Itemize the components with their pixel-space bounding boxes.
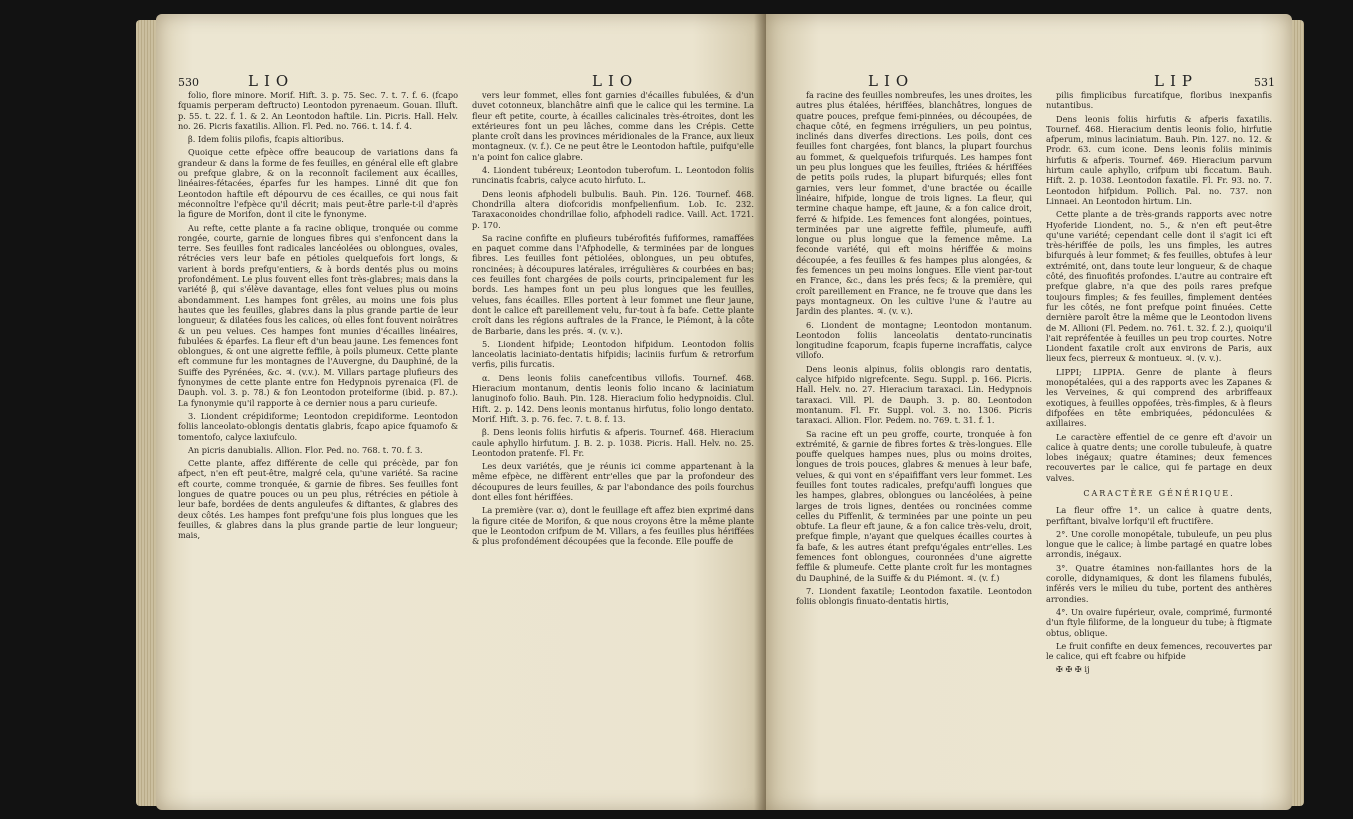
paragraph: Cette plante a de très-grands rapports avec notre Hyoferide Liondent, no. 5., & n'en eft peut-être qu'une variété; cependant celle dont il s'agit ici eft très-hériffée de poils, les uns fimples, les autres bifurqués à leur fommet; & fes feuilles, obtufes à leur extrémité, ont, dans toute leur longueur, & de chaque côté, des finuofités profondes. L'autre au contraire eft prefque glabre, n'a que des poils rares prefque toujours fimples; & fes feuilles, fimplement dentées fur les côtés, ne font prefque point finuées. Cette dernière paroît être la même que le Leontodon livens de M. Allioni (Fl. Pedem. no. 761. t. 32. f. 2.), quoiqu'il l'ait repréfentée à feuilles un peu trop courtes. Notre Liondent faxatile croît aux environs de Paris, aux lieux fecs, pierreux & montueux. ♃. (v. v.). <box>1046 209 1272 364</box>
paragraph: Quoique cette efpèce offre beaucoup de variations dans fa grandeur & dans la forme de fes feuilles, en général elle eft glabre ou prefque glabre, & on la reconnoît facilement aux écailles, linéaires-fétacées, éparfes fur les hampes. Linné dit que fon Leontodon haftile eft dépourvu de ces écailles, ce qui nous fait méconnoître l'efpèce qu'il décrit; mais peut-être parle-t-il d'après la figure de Morifon, dont il cite le fynonyme. <box>178 147 458 220</box>
paragraph: 2°. Une corolle monopétale, tubuleufe, un peu plus longue que le calice; à limbe partagé en quatre lobes arrondis, inégaux. <box>1046 528 1272 560</box>
paragraph: ✠ ✠ ✠ ij <box>1056 664 1090 675</box>
paragraph: 4°. Un ovaire fupérieur, ovale, comprimé, furmonté d'un ftyle filiforme, de la longueur du tube; à ftigmate obtus, oblique. <box>1046 606 1272 638</box>
text-column <box>472 90 754 802</box>
paragraph: β. Dens leonis foliis hirfutis & afperis. Tournef. 468. Hieracium caule aphyllo hirfutum. J. B. 2. p. 1038. Picris. Hall. Helv. no. 25. Leontodon pratenfe. Fl. Fr. <box>472 427 754 458</box>
open-book <box>64 6 1292 814</box>
paragraph: pilis fimplicibus furcatifque, floribus inexpanfis nutantibus. <box>1046 90 1272 111</box>
paragraph: LIPPI; LIPPIA. Genre de plante à fleurs monopétalées, qui a des rapports avec les Zapanes & les Verveines, & qui comprend des arbriffeaux exotiques, à feuilles oppofées, très-fimples, & à fleurs difpofées en tête embriquées, pédonculées & axillaires. <box>1046 366 1272 429</box>
paragraph: folio, flore minore. Morif. Hift. 3. p. 75. Sec. 7. t. 7. f. 6. (fcapo fquamis perperam deftructo) Leontodon pyrenaeum. Gouan. Illuft. p. 55. t. 22. f. 1. & 2. An Leontodon haftile. Lin. Picris. Hall. Helv. no. 26. Picris faxatilis. Allion. Fl. Ped. no. 766. t. 14. f. 4. <box>178 90 458 131</box>
paragraph: α. Dens leonis foliis canefcentibus villofis. Tournef. 468. Hieracium montanum, dentis leonis folio incano & laciniatum lanuginofo folio. Bauh. Pin. 128. Hieracium folio hedypnoidis. Clul. Hift. 2. p. 142. Dens leonis montanus hirfutus, folio longo dentato. Morif. Hift. 3. p. 76. fec. 7. t. 8. f. 13. <box>472 372 754 424</box>
text-column <box>1046 90 1272 802</box>
page-number: 530 <box>178 76 199 89</box>
text-column <box>796 90 1032 802</box>
paragraph: fa racine des feuilles nombreufes, les unes droites, les autres plus étalées, hériffées, blanchâtres, longues de quatre pouces, prefque femi-pinnées, ou découpées, de chaque côté, en fegmens irréguliers, un peu pointus, inclinés dans diverfes directions. Les poils, dont ces feuilles font chargées, font blancs, la plupart fourchus au fommet, & quelquefois trifurqués. Les hampes font un peu plus longues que les feuilles, ftriées & hériffées de petits poils rudes, la plupart bifurqués; elles font garnies, vers leur fommet, d'une bractée ou écaille linéaire, hifpide, longue de trois lignes. La fleur, qui termine chaque hampe, eft jaune, & a fon calice droit, ferré & hifpide. Les femences font alongées, pointues, terminées par une aigrette feffile, plumeufe, auffi longue ou plus longue que la femence même. La feconde variété, qui eft moins hériffée & moins découpée, a fes feuilles & fes hampes plus alongées, & fes femences un peu moins longues. Elle vient par-tout en France, &c., dans les prés fecs; & la première, qui croît pareillement en France, ne fe trouve que dans les pays montagneux. On les cultive l'une & l'autre au Jardin des plantes. ♃. (v. v.). <box>796 90 1032 317</box>
paragraph: 3°. Quatre étamines non-faillantes hors de la corolle, didynamiques, & dont les filamens fubulés, inférés vers le milieu du tube, portent des anthères arrondies. <box>1046 562 1272 604</box>
paragraph: La fleur offre 1°. un calice à quatre dents, perfiftant, bivalve lorfqu'il eft fructifère. <box>1046 505 1272 526</box>
paragraph: Dens leonis afphodeli bulbulis. Bauh. Pin. 126. Tournef. 468. Chondrilla altera diofcoridis monfpelienfium. Lob. Ic. 232. Taraxaconoides chondrillae folio, afphodeli radice. Vaill. Act. 1721. p. 170. <box>472 188 754 230</box>
paragraph: Le caractère effentiel de ce genre eft d'avoir un calice à quatre dents; une corolle tubuleufe, à quatre lobes inégaux; quatre étamines; deux femences recouvertes par le calice, qui fe partage en deux valves. <box>1046 431 1272 483</box>
running-head: LIO <box>868 72 915 90</box>
text-column <box>178 90 458 802</box>
paragraph: Le fruit confifte en deux femences, recouvertes par le calice, qui eft fcabre ou hifpide <box>1046 640 1272 662</box>
paragraph: CARACTÈRE GÉNÉRIQUE. <box>1083 488 1235 498</box>
running-head: LIP <box>1154 72 1198 90</box>
paragraph: 4. Liondent tubéreux; Leontodon tuberofum. L. Leontodon foliis runcinatis fcabris, calyce acuto hirfuto. L. <box>472 165 754 186</box>
page-number: 531 <box>1254 76 1275 89</box>
right-page <box>766 14 1292 810</box>
paragraph: 5. Liondent hifpide; Leontodon hifpidum. Leontodon foliis lanceolatis laciniato-dentatis hifpidis; laciniis furfum & retrorfum verfis, pilis furcatis. <box>472 338 754 370</box>
paragraph: Sa racine confifte en plufieurs tubérofités fufiformes, ramaffées en paquet comme dans l'Afphodelle, & terminées par de longues fibres. Les feuilles font pétiolées, oblongues, un peu obtufes, roncinées; à découpures latérales, irrégulières & courbées en bas; ces feuilles font chargées de poils courts, principalement fur les bords. Les hampes font un peu plus longues que les feuilles, velues, fans écailles. Elles portent à leur fommet une fleur jaune, dont le calice eft pareillement velu, fur-tout à fa bafe. Cette plante croît dans les régions auftrales de la France, le Piémont, à la côte de Barbarie, dans les prés. ♃. (v. v.). <box>472 232 754 336</box>
running-head: LIO <box>248 72 295 90</box>
paragraph: vers leur fommet, elles font garnies d'écailles fubulées, & d'un duvet cotonneux, blanchâtre ainfi que le calice qui les termine. La fleur eft petite, courte, à écailles calicinales très-étroites, dont les extérieures font un peu lâches, comme dans les Crépis. Cette plante croît dans les provinces méridionales de la France, aux lieux montagneux. (v. f.). Ce ne peut être le Leontodon haftile, puifqu'elle n'a point fon calice glabre. <box>472 90 754 162</box>
paragraph: Sa racine eft un peu groffe, courte, tronquée à fon extrémité, & garnie de fibres fortes & très-longues. Elle pouffe quelques hampes nues, plus ou moins droites, longues de trois pouces, glabres & menues à leur bafe, velues, & qui vont en s'épaififfant vers leur fommet. Les feuilles font toutes radicales, prefqu'auffi longues que les hampes, glabres, oblongues ou lancéolées, à peine larges de trois lignes, dentées ou roncinées comme celles du Piffenlit, & terminées par une pointe un peu obtufe. La fleur eft jaune, & a fon calice très-velu, droit, prefque fimple, n'ayant que quelques écailles courtes à fa bafe, & les autres étant prefqu'égales entr'elles. Les femences font oblongues, couronnées d'une aigrette feffile & plumeufe. Cette plante croît fur les montagnes du Dauphiné, de la Suiffe & du Piémont. ♃. (v. f.) <box>796 428 1032 583</box>
paragraph: Dens leonis foliis hirfutis & afperis faxatilis. Tournef. 468. Hieracium dentis leonis folio, hirfutie afperum, minus laciniatum. Bauh. Pin. 127. no. 12. & Prodr. 63. cum icone. Dens leonis foliis minimis hirfutis & afperis. Tournef. 469. Hieracium parvum hirtum caule aphyllo, crifpum ubi ficcatum. Bauh. Hift. 2. p. 1038. Leontodon faxatile. Fl. Fr. 93. no. 7. Leontodon hifpidum. Pollich. Pal. no. 737. non Linnaei. An Leontodon hirtum. Lin. <box>1046 113 1272 206</box>
left-page <box>156 14 766 810</box>
paragraph: 6. Liondent de montagne; Leontodon montanum. Leontodon foliis lanceolatis dentato-runcinatis longitudine fcaporum, fcapis fuperne incraffatis, calyce villofo. <box>796 319 1032 361</box>
paragraph: An picris danubialis. Allion. Flor. Ped. no. 768. t. 70. f. 3. <box>188 444 423 455</box>
paragraph: Les deux variétés, que je réunis ici comme appartenant à la même efpèce, ne diffèrent entr'elles que par la profondeur des découpures de leurs feuilles, & par l'abondance des poils fourchus dont elles font hériffées. <box>472 461 754 502</box>
running-head: LIO <box>592 72 639 90</box>
paragraph: Dens leonis alpinus, foliis oblongis raro dentatis, calyce hifpido nigrefcente. Segu. Suppl. p. 166. Picris. Hall. Helv. no. 27. Hieracium taraxaci. Lin. Hedypnois taraxaci. Vill. Pl. de Dauph. 3. p. 80. Leontodon montanum. Fl. Fr. Suppl. vol. 3. no. 1306. Picris taraxaci. Allion. Flor. Pedem. no. 769. t. 31. f. 1. <box>796 363 1032 426</box>
paragraph: Au refte, cette plante a fa racine oblique, tronquée ou comme rongée, courte, garnie de longues fibres qui s'enfoncent dans la terre. Ses feuilles font radicales lancéolées ou oblongues, ovales, rétrécies vers leur bafe en pétioles quelquefois fort longs, & varient à bords prefqu'entiers, & à bords dentés plus ou moins profondément. Le plus fouvent elles font très-glabres; mais dans la variété β, qui s'élève davantage, elles font velues plus ou moins abondamment. Les hampes font grêles, au moins une fois plus hautes que les feuilles, glabres dans la plus grande partie de leur longueur, & dilatées fous les calices, où elles font fouvent noirâtres & un peu velues. Ces hampes font munies d'écailles linéaires, fubulées & éparfes. La fleur eft d'un beau jaune. Les femences font oblongues, & ont une aigrette feffile, à poils plumeux. Cette plante eft commune fur les montagnes de l'Auvergne, du Dauphiné, de la Suiffe des Pyrénées, &c. ♃. (v.v.). M. Villars partage plufieurs des fynonymes de cette plante entre fon Hedypnois pyrenaica (Fl. de Dauph. vol. 3. p. 78.) & fon Leontodon proteiforme (ibid. p. 87.). La fynonymie qu'il rapporte à ce dernier nous a paru curieufe. <box>178 222 458 408</box>
paragraph: La première (var. α), dont le feuillage eft affez bien exprimé dans la figure citée de Morifon, & que nous croyons être la même plante que le Leontodon crifpum de M. Villars, a fes feuilles plus hériffées & plus profondément découpées que la feconde. Elle pouffe de <box>472 505 754 547</box>
paragraph: 7. Liondent faxatile; Leontodon faxatile. Leontodon foliis oblongis finuato-dentatis hirtis, <box>796 585 1032 607</box>
paragraph: Cette plante, affez différente de celle qui précède, par fon afpect, n'en eft peut-être, malgré cela, qu'une variété. Sa racine eft courte, comme tronquée, & garnie de fibres. Ses feuilles font longues de quatre pouces ou un peu plus, rétrécies en pétiole à leur bafe, bordées de dents anguleufes & diftantes, & glabres des deux côtés. Les hampes font prefqu'une fois plus longues que les feuilles, & glabres dans la plus grande partie de leur longueur; mais, <box>178 458 458 541</box>
paragraph: β. Idem foliis pilofis, fcapis altioribus. <box>188 134 344 145</box>
paragraph: 3. Liondent crépidiforme; Leontodon crepidiforme. Leontodon foliis lanceolato-oblongis dentatis glabris, fcapo apice fquamofo & tomentofo, calyce laxiufculo. <box>178 410 458 442</box>
